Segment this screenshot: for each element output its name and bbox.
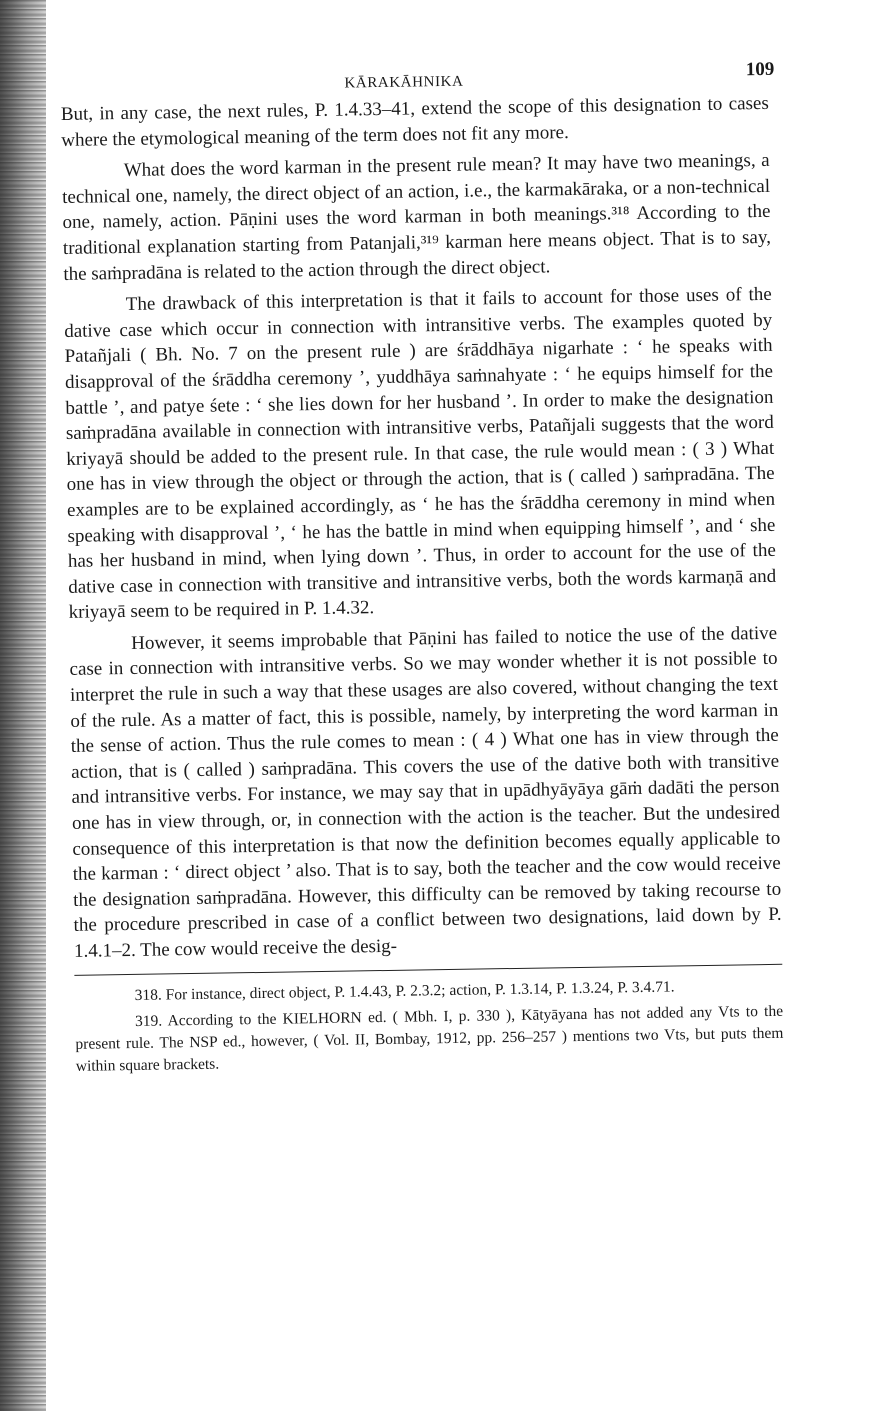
paragraph-3: The drawback of this interpretation is that it fails to account for those uses of the dative case which occur in connection with intransitive verbs. The examples quoted by Patañjali ( Bh. No. 7 on the present rule ) are śrāddhāya nigarhate : ‘ he speaks with disapproval of the śrāddha ceremony ’, yuddhāya saṁnahyate : ‘ he equips himself for the battle ’, and patye śete : ‘ she lies down for her husband ’. In order to make the designation saṁpradāna available in connection with intransitive verbs, Patañjali suggests that the word kriyayā should be added to the present rule. In that case, the rule would mean : ( 3 ) What one has in view through the object or through the action, that is ( called ) saṁpradāna. The examples are to be explained accordingly, as ‘ he has the śrāddha ceremony in mind when speaking with disapproval ’, ‘ he has the battle in mind when equipping himself ’, and ‘ she has her husband in mind, when lying down ’. Thus, in order to account for the use of the dative case in connection with transitive and intransitive verbs, both the words karmaṇā and kriyayā seem to be required in P. 1.4.32. [64,284,777,624]
paragraph-2: What does the word karman in the present rule mean? It may have two meanings, a technical one, namely, the direct object of an action, i.e., the karmakāraka, or a non-technical one, namely, action. Pāṇini uses the word karman in both meanings.³¹⁸ According to the traditional explanation starting from Patanjali,³¹⁹ karman here means object. That is to say, the saṁpradāna is related to the action through the direct object. [61,150,772,285]
body-text [61,91,782,965]
footnote-318: 318. For instance, direct object, P. 1.4.43, P. 2.3.2; action, P. 1.3.14, P. 1.3.24, P. 3.4.71. [134,978,675,1004]
paragraph-4: However, it seems improbable that Pāṇini has failed to notice the use of the dative case in connection with intransitive verbs. So we may wonder whether it is not possible to interpret the rule in such a way that these usages are also covered, without changing the text of the rule. As a matter of fact, this is possible, namely, by interpreting the word karman in the sense of action. Thus the rule comes to mean : ( 4 ) What one has in view through the action, that is ( called ) saṁpradāna. This covers the use of the dative both with transitive and intransitive verbs. For instance, we may say that in upādhyāyāya gāṁ dadāti the person one has in view through, or, in connection with the action is the teacher. But the undesired consequence of this interpretation is that now the definition becomes equally applicable to the karman : ‘ direct object ’ also. That is to say, both the teacher and the cow would receive the designation saṁpradāna. However, this difficulty can be removed by taking recourse to the procedure prescribed in case of a conflict between two designations, laid down by P. 1.4.1–2. The cow would receive the desig- [69,622,782,962]
scan-shadow-edge [0,0,46,1411]
running-title: KĀRAKĀHNIKA [344,73,464,92]
footnote-divider [74,963,782,975]
book-page [60,49,784,1078]
paragraph-1: But, in any case, the next rules, P. 1.4.33–41, extend the scope of this designation to cases where the etymological meaning of the term does not fit any more. [60,92,769,151]
footnotes [75,974,784,1077]
page-number: 109 [745,58,775,81]
footnote-319: 319. According to the KIELHORN ed. ( Mbh. I, p. 330 ), Kātyāyana has not added any Vts to the present rule. The NSP ed., however, ( Vol. II, Bombay, 1912, pp. 256–257 ) mentions two Vts, but puts them within square brackets. [75,1002,784,1075]
